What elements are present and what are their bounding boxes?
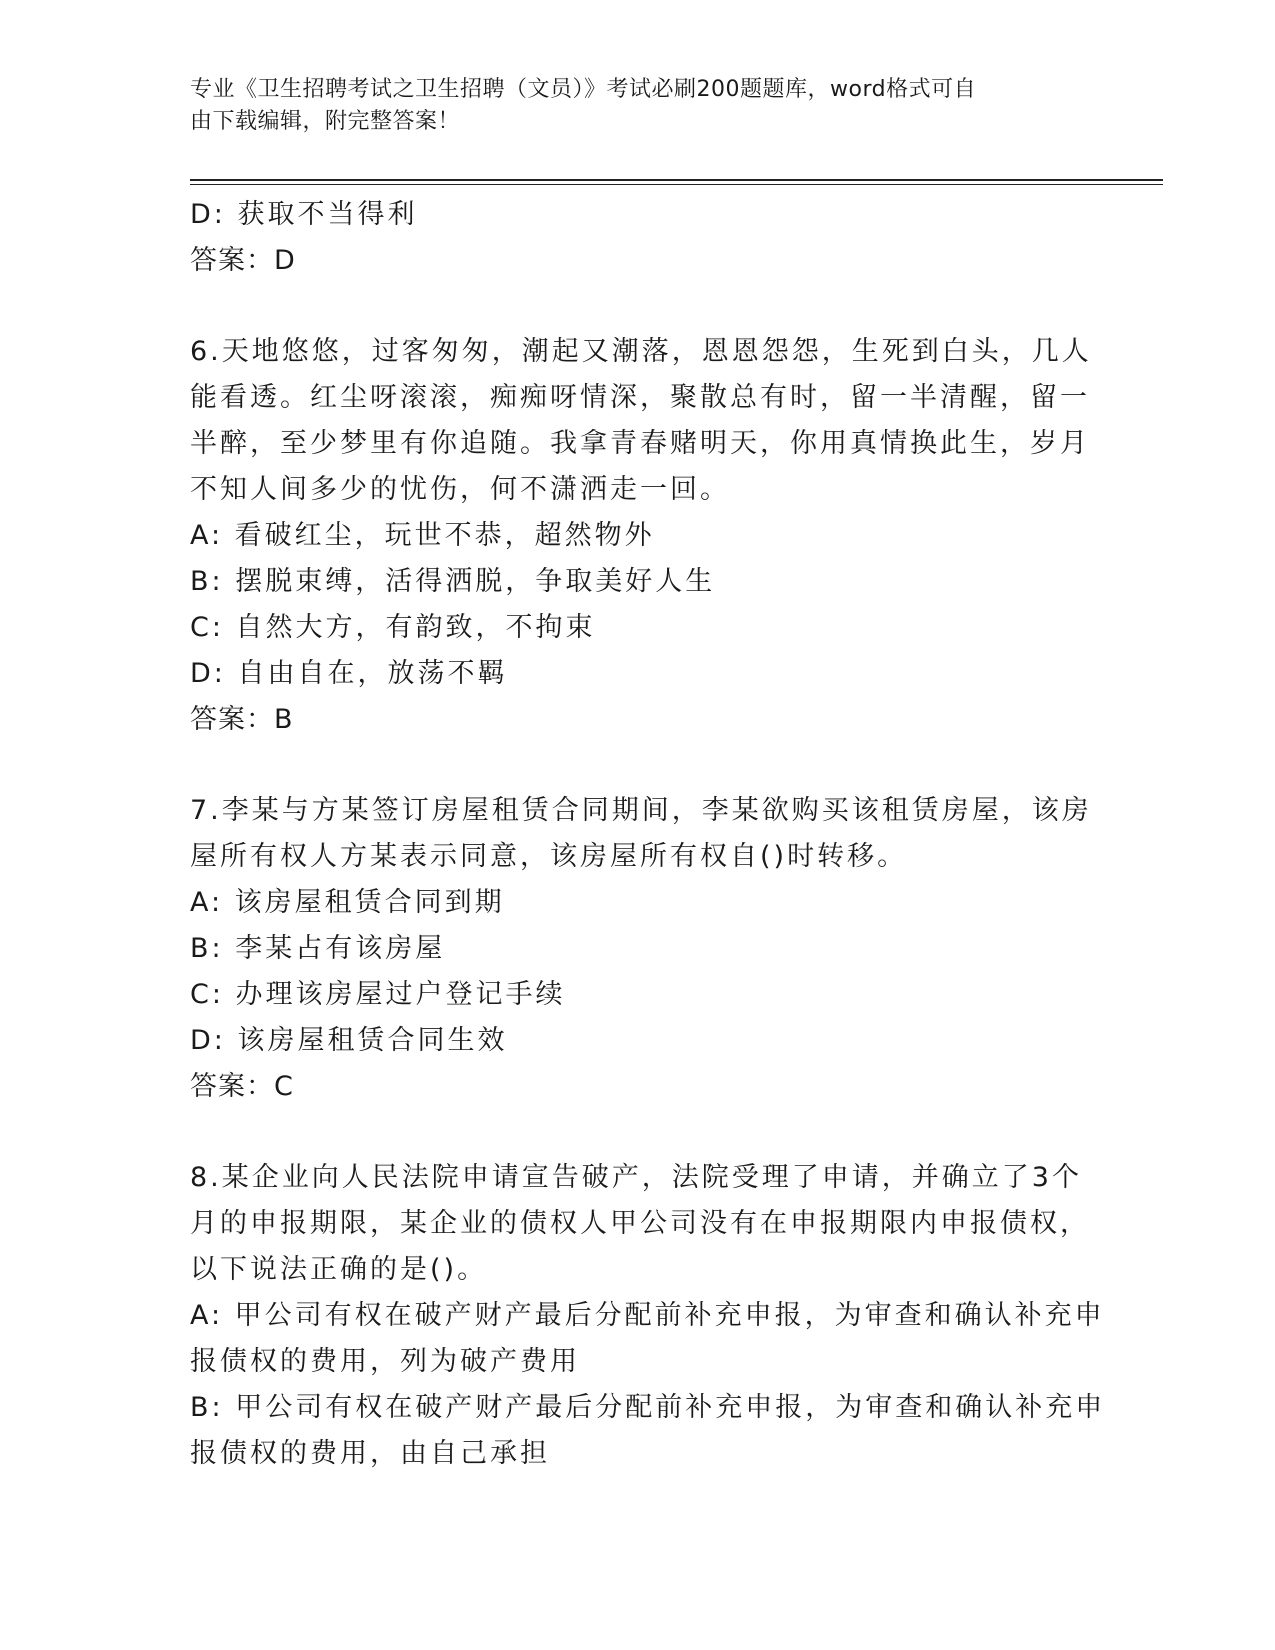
question-stem: 7.李某与方某签订房屋租赁合同期间，李某欲购买该租赁房屋，该房: [190, 795, 1092, 826]
option-a-continued: 报债权的费用，列为破产费用: [190, 1346, 580, 1377]
option-d: D: 该房屋租赁合同生效: [190, 1025, 508, 1056]
question-stem: 能看透。红尘呀滚滚，痴痴呀情深，聚散总有时，留一半清醒，留一: [190, 382, 1090, 413]
header-line: 由下载编辑，附完整答案！: [190, 109, 461, 134]
question-stem: 半醉，至少梦里有你追随。我拿青春赌明天，你用真情换此生，岁月: [190, 428, 1090, 459]
option-b: B: 李某占有该房屋: [190, 933, 446, 964]
question-content: [190, 192, 1106, 1477]
question-stem: 6.天地悠悠，过客匆匆，潮起又潮落，恩恩怨怨，生死到白头，几人: [190, 336, 1092, 367]
question-stem: 屋所有权人方某表示同意，该房屋所有权自()时转移。: [190, 841, 908, 872]
option-a: A: 甲公司有权在破产财产最后分配前补充申报，为审查和确认补充申: [190, 1300, 1105, 1331]
question-7: [190, 788, 1090, 1110]
option-b: B: 摆脱束缚，活得洒脱，争取美好人生: [190, 566, 716, 597]
option-b-continued: 报债权的费用，由自己承担: [190, 1438, 550, 1469]
option-b: B: 甲公司有权在破产财产最后分配前补充申报，为审查和确认补充申: [190, 1392, 1106, 1423]
question-stem: 不知人间多少的忧伤，何不潇洒走一回。: [190, 474, 730, 505]
option-d: D: 获取不当得利: [190, 199, 418, 230]
option-a: A: 该房屋租赁合同到期: [190, 887, 505, 918]
question-stem: 月的申报期限，某企业的债权人甲公司没有在申报期限内申报债权，: [190, 1208, 1090, 1239]
option-c: C: 自然大方，有韵致，不拘束: [190, 612, 596, 643]
page-header: [190, 74, 1090, 138]
header-rule-thin: [190, 184, 1163, 185]
answer: 答案：B: [190, 704, 294, 735]
answer: 答案：C: [190, 1071, 294, 1102]
option-c: C: 办理该房屋过户登记手续: [190, 979, 566, 1010]
header-rule: [190, 179, 1163, 181]
option-a: A: 看破红尘，玩世不恭，超然物外: [190, 520, 655, 551]
header-line: 专业《卫生招聘考试之卫生招聘（文员）》考试必刷200题题库，word格式可自: [190, 77, 977, 102]
question-5-tail: [190, 192, 1090, 284]
question-stem: 8.某企业向人民法院申请宣告破产，法院受理了申请，并确立了3个: [190, 1162, 1082, 1193]
question-8: [190, 1155, 1106, 1477]
option-d: D: 自由自在，放荡不羁: [190, 658, 508, 689]
question-stem: 以下说法正确的是()。: [190, 1254, 488, 1285]
answer: 答案：D: [190, 245, 296, 276]
question-6: [190, 329, 1090, 743]
